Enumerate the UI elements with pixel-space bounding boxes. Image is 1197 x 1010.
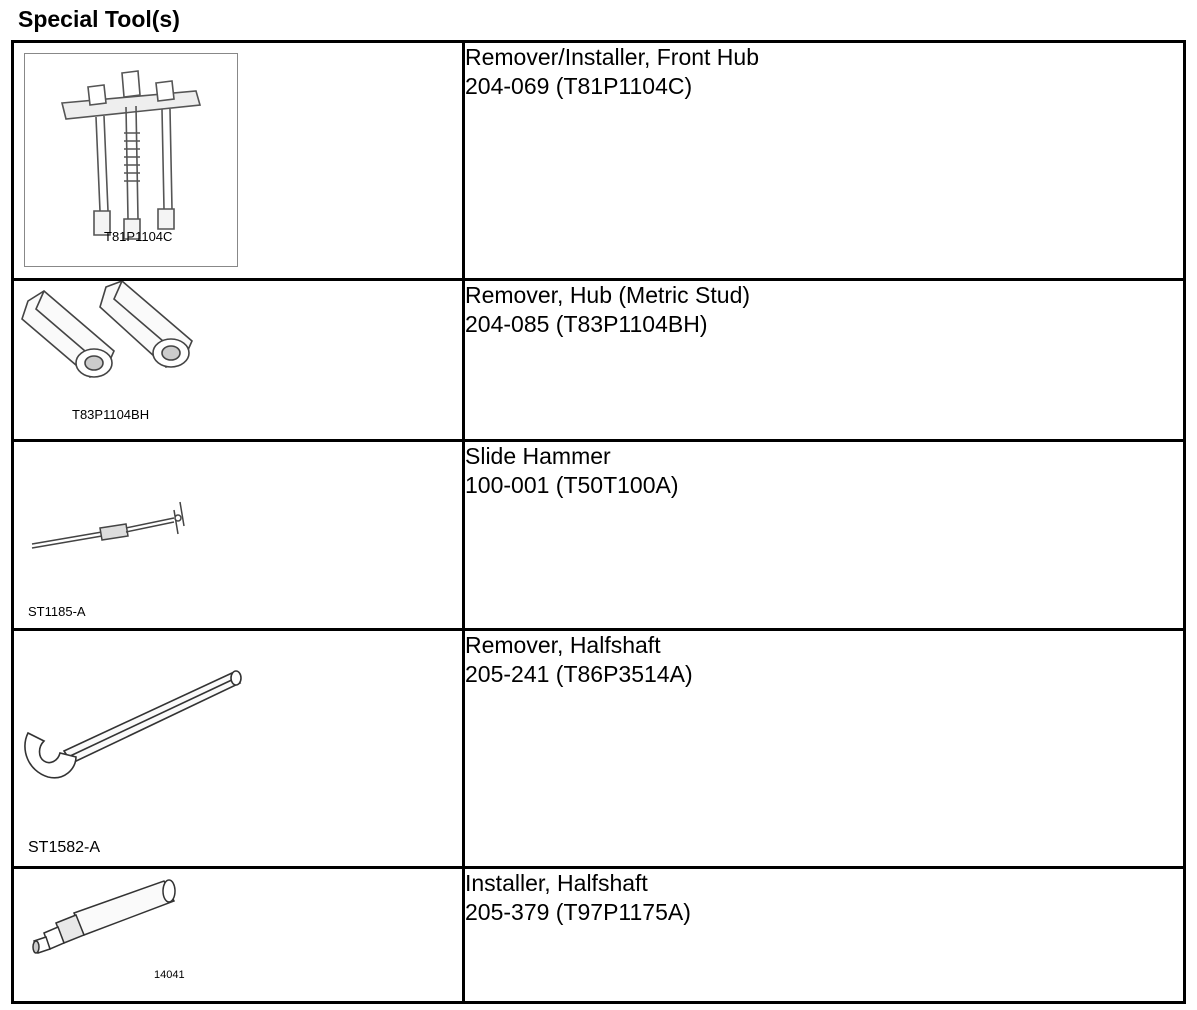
page-title: Special Tool(s)	[18, 6, 180, 32]
tool-illustration-cell	[13, 441, 464, 630]
tool-number: 204-069 (T81P1104C)	[465, 73, 693, 99]
table-row	[13, 868, 1185, 1003]
tool-name: Remover, Halfshaft	[465, 632, 661, 658]
tool-name: Remover, Hub (Metric Stud)	[465, 282, 751, 308]
tool-illustration-cell	[13, 42, 464, 280]
figure-code: ST1582-A	[28, 839, 101, 856]
figure-code: T83P1104BH	[72, 407, 150, 422]
figure-code: ST1185-A	[28, 604, 86, 619]
tool-name: Slide Hammer	[465, 443, 611, 469]
figure-code: 14041	[154, 969, 185, 981]
tool-description-cell	[464, 868, 1185, 1003]
slide-hammer-icon	[14, 442, 462, 628]
table-row	[13, 42, 1185, 280]
tool-name: Remover/Installer, Front Hub	[465, 44, 760, 70]
tool-number: 205-241 (T86P3514A)	[465, 661, 693, 687]
tool-name: Installer, Halfshaft	[465, 870, 648, 896]
special-tools-table	[11, 40, 1186, 1004]
tool-description-cell	[464, 441, 1185, 630]
tool-illustration-cell	[13, 868, 464, 1003]
table-row	[13, 280, 1185, 441]
tool-illustration-cell	[13, 280, 464, 441]
halfshaft-wrench-icon	[14, 631, 462, 866]
figure-code: T81P1104C	[104, 229, 173, 244]
installer-tube-icon	[14, 869, 462, 1001]
tool-number: 204-085 (T83P1104BH)	[465, 311, 708, 337]
table-row	[13, 441, 1185, 630]
table-row	[13, 630, 1185, 868]
tool-number: 205-379 (T97P1175A)	[465, 899, 691, 925]
tool-number: 100-001 (T50T100A)	[465, 472, 679, 498]
tool-description-cell	[464, 280, 1185, 441]
tool-description-cell	[464, 630, 1185, 868]
tool-description-cell	[464, 42, 1185, 280]
hub-puller-icon	[14, 43, 462, 278]
hex-socket-pair-icon	[14, 281, 462, 439]
tool-illustration-cell	[13, 630, 464, 868]
